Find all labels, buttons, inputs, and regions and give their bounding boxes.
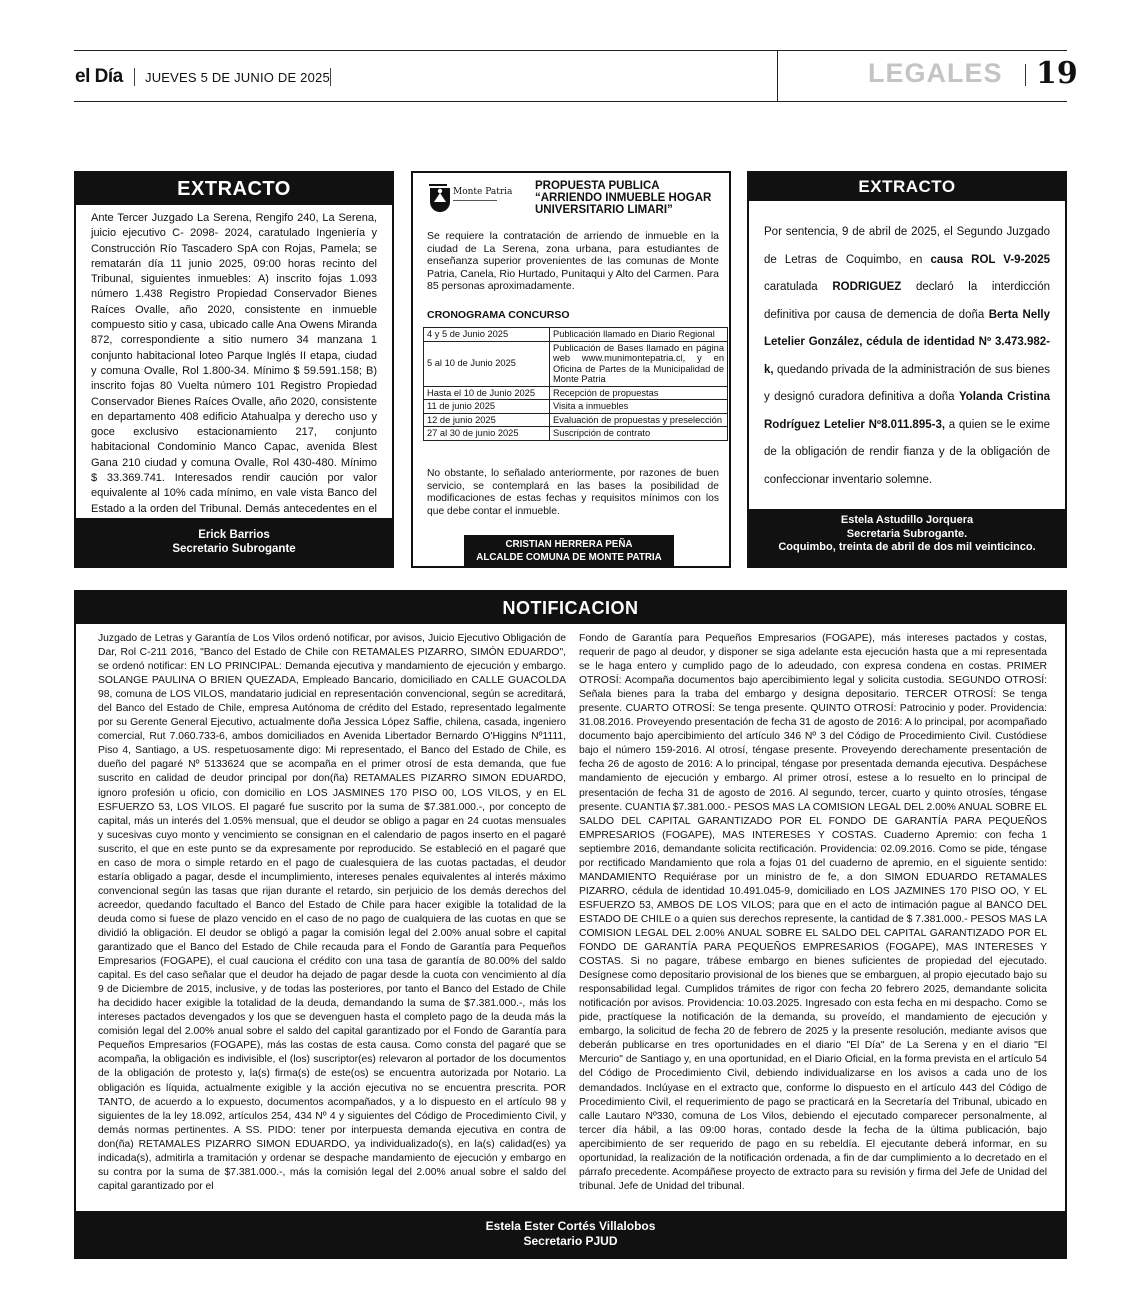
notice-heading: EXTRACTO bbox=[749, 173, 1065, 201]
body-text: caratulada bbox=[764, 281, 833, 293]
notice-heading: EXTRACTO bbox=[76, 173, 392, 205]
table-row bbox=[424, 427, 728, 441]
monte-patria-logo bbox=[427, 178, 513, 218]
schedule-date: Hasta el 10 de Junio 2025 bbox=[424, 386, 550, 400]
schedule-activity: Publicación de Bases llamado en página web www.munimontepatria.cl, y en Oficina de Partes de la Municipalidad de Monte Patria bbox=[550, 341, 728, 386]
schedule-date: 27 al 30 de junio 2025 bbox=[424, 427, 550, 441]
propuesta-note: No obstante, lo señalado anteriormente, por razones de buen servicio, se contemplará en las bases la posibilidad de modificaciones de estas fechas y requisitos mínimos con los que debe contar el inmueble. bbox=[427, 468, 719, 517]
section-title: LEGALES bbox=[868, 58, 1003, 88]
extracto-notice-right bbox=[747, 171, 1067, 568]
header-divider bbox=[777, 50, 778, 101]
notice-body: Ante Tercer Juzgado La Serena, Rengifo 240, La Serena, juicio ejecutivo C- 2098- 2024, caratulado Ingeniería y Construcción Río Tascadero SpA con Rojas, Pamela; se rematarán día 11 junio 2025, 09:00 horas recinto del Tribunal, siguientes inmuebles: A) inscrito fojas 1.093 número 1.438 Registro Propiedad Conservador Bienes Raíces Ovalle, año 2020, consistente en inmueble compuesto sitio y casa, ubicado calle Ana Owens Miranda 872, correspondiente a sitio numero 34 manzana 1 conjunto habitacional loteo Parque Inglés II etapa, ciudad y comuna Ovalle, Rol 1.800-34. Mínimo $ 59.591.158; B) inscrito fojas 80 Vuelta número 101 Registro Propiedad Conservador Bienes Raíces Ovalle, año 2020, consistente en departamento 408 edificio Atahualpa y derecho uso y goce exclusivo estacionamiento 217, conjunto habitacional Condominio Manco Capac, avenida Blest Gana 210 ciudad y comuna Ovalle, Rol 430-480. Mínimo $ 33.369.741. Interesados rendir caución por valor equivalente al 10% cada mínimo, en vale vista Banco del Estado a la orden del Tribunal. Demás antecedentes en el bbox=[91, 212, 377, 515]
signer-title: Secretario PJUD bbox=[523, 1233, 618, 1248]
table-row bbox=[424, 386, 728, 400]
body-text: quedando privada de la administración de sus bienes y designó curadora definitiva a doña bbox=[764, 363, 1050, 403]
issue-date: JUEVES 5 DE JUNIO DE 2025 bbox=[145, 70, 330, 85]
notice-signature bbox=[749, 509, 1065, 566]
propuesta-title bbox=[535, 180, 725, 216]
notice-signature bbox=[76, 1211, 1065, 1257]
signer-title: Secretario Subrogante bbox=[172, 543, 296, 555]
propuesta-title-line1: PROPUESTA PUBLICA bbox=[535, 180, 660, 192]
propuesta-intro: Se requiere la contratación de arriendo de inmueble en la ciudad de La Serena, zona urbana, para estudiantes de enseñanza superior provenientes de las comunas de Monte Patria, Canela, Rio Hurtado, Punitaqui y Alto del Carmen. Para 85 personas aproximadamente. bbox=[427, 230, 719, 292]
propuesta-publica-notice bbox=[411, 171, 731, 568]
notificacion-notice bbox=[74, 590, 1067, 1259]
cronograma-heading: CRONOGRAMA CONCURSO bbox=[427, 309, 570, 321]
schedule-activity: Publicación llamado en Diario Regional bbox=[550, 328, 728, 342]
schedule-activity: Evaluación de propuestas y preselección bbox=[550, 413, 728, 427]
newspaper-logo: el Día bbox=[75, 66, 123, 87]
cronograma-table bbox=[423, 327, 728, 441]
signer-name: Estela Ester Cortés Villalobos bbox=[485, 1219, 656, 1233]
schedule-activity: Suscripción de contrato bbox=[550, 427, 728, 441]
propuesta-title-line2: “ARRIENDO INMUEBLE HOGAR UNIVERSITARIO LIMARI” bbox=[535, 192, 712, 216]
notice-column-right: Fondo de Garantía para Pequeños Empresarios (FOGAPE), más intereses pactados y costas, requerir de pago al deudor, y disponer se siga adelante esta ejecución hasta que a mi representada se le haga entero y cumplido pago de lo adeudado, con expresa condena en costas. PRIMER OTROSÍ: Acompaña documentos bajo apercibimiento legal y solicita custodia. SEGUNDO OTROSÍ: Señala bienes para la traba del embargo y designa depositario. TERCER OTROSÍ: Se tenga presente. CUARTO OTROSÍ: Se tenga presente. QUINTO OTROSÍ: Patrocinio y poder. Providencia: 31.08.2016. Proveyendo presentación de fecha 31 de agosto de 2016: A lo principal, por acompañado documento bajo apercibimiento del artículo 346 Nº 3 del Código de Procedimiento Civil. Custódiese bajo el número 159-2016. Al otrosí, téngase presente. Proveyendo derechamente presentación de fecha 26 de agosto de 2016: A lo principal, téngase por presentada demanda ejecutiva. Despáchese mandamiento de ejecución y embargo. Al primer otrosí, estese a lo resuelto en lo principal de presentación de fecha 31 de agosto de 2016. Al segundo, tercer, cuarto y quinto otrosíes, téngase presente. CUANTIA $7.381.000.- PESOS MAS LA COMISION LEGAL DEL 2.00% ANUAL SOBRE EL SALDO DEL CAPITAL GARANTIZADO POR EL FONDO DE GARANTÍA PARA PEQUEÑOS EMPRESARIOS (FOGAPE), MAS INTERESES Y COSTAS. Cuaderno Apremio: con fecha 1 septiembre 2016, demandante solicita rectificación. Providencia: 02.09.2016. Como se pide, téngase por rectificado Mandamiento que rola a fojas 01 del cuaderno de apremio, en el siguiente sentido: MANDAMIENTO Requiérase por un ministro de fe, a don SIMON EDUARDO RETAMALES PIZARRO, cédula de identidad 10.491.045-9, domiciliado en LOS JAZMINES 170 PISO OO, Y EL ESFUERZO 53, AMBOS DE LOS VILOS; para que en el acto de intimación pague al BANCO DEL ESTADO DE CHILE o a quien sus derechos represente, la cantidad de $ 7.381.000.- PESOS MAS LA COMISION LEGAL DEL 2.00% ANUAL SOBRE EL SALDO DEL CAPITAL GARANTIZADO POR EL FONDO DE GARANTÍA PARA PEQUEÑOS EMPRESARIOS (FOGAPE), MAS INTERESES Y COSTAS. Si no pagare, trábese embargo en bienes suficientes de propiedad del ejecutado. Desígnese como depositario provisional de los bienes que se embarguen, al propio ejecutado bajo su responsabilidad legal. Cumplidos trámites de rigor con fecha 20 febrero 2025, demandante solicita notificación por avisos. Providencia: 10.03.2025. Ingresado con esta fecha en mi despacho. Como se pide, practíquese la notificación de la demanda, su proveído, el mandamiento de ejecución y embargo, la solicitud de fecha 20 de febrero de 2025 y la presente resolución, mediante avisos que deberán publicarse en tres oportunidades en el diario "El Día" de La Serena y en el diario "El Mercurio" de Santiago y, en una oportunidad, en el Diario Oficial, en la forma prevista en el artículo 54 del Código de Procedimiento Civil, debiendo individualizarse en los avisos a cada uno de los demandados. Inclúyase en el extracto que, conforme lo dispuesto en el artículo 443 del Código de Procedimiento Civil, el requerimiento de pago se practicará en la Secretaría del Tribunal, ubicado en calle Lautaro Nº330, comuna de Los Vilos, debiendo el ejecutado comparecer personalmente, al tercer día hábil, a las 09:00 horas, contado desde la fecha de la última publicación, bajo apercibimiento de ser requerido de pago en su rebeldía. El ejecutante deberá informar, en su oportunidad, la realización de la notificación ordenada, a fin de dar cumplimiento a lo decretado en el párrafo precedente. Acompáñese proyecto de extracto para su revisión y firma del Jefe de Unidad del tribunal. Jefe de Unidad del tribunal. bbox=[579, 633, 1047, 1192]
header-separator bbox=[330, 68, 331, 86]
municipality-logo-text: Monte Patria bbox=[453, 187, 513, 197]
curator-name: Yolanda Cristina Rodríguez Letelier Nº8.011.895-3, bbox=[764, 391, 1050, 431]
person-name: Berta Nelly Letelier González, cédula de identidad Nº 3.473.982-k, bbox=[764, 308, 1050, 376]
schedule-activity: Recepción de propuestas bbox=[550, 386, 728, 400]
schedule-date: 5 al 10 de Junio 2025 bbox=[424, 341, 550, 386]
logo-underline bbox=[453, 200, 497, 201]
header-top-rule bbox=[74, 50, 1067, 51]
header-bottom-rule bbox=[74, 101, 1067, 102]
notice-body bbox=[749, 201, 1065, 494]
signer-title: Secretaria Subrogante. bbox=[846, 527, 968, 540]
signer-title: ALCALDE COMUNA DE MONTE PATRIA bbox=[476, 552, 662, 563]
body-text: a quien se le exime de la obligación de rendir fianza y de la obligación de confeccionar inventario solemne. bbox=[764, 418, 1050, 486]
signer-name: Erick Barrios bbox=[198, 529, 270, 541]
signer-name: Estela Astudillo Jorquera bbox=[840, 514, 974, 526]
notice-heading: NOTIFICACION bbox=[76, 592, 1065, 624]
propuesta-signature bbox=[464, 535, 674, 567]
table-row bbox=[424, 413, 728, 427]
notice-signature bbox=[76, 518, 392, 566]
schedule-date: 11 de junio 2025 bbox=[424, 400, 550, 414]
table-row bbox=[424, 400, 728, 414]
notice-column-left: Juzgado de Letras y Garantía de Los Vilos ordenó notificar, por avisos, Juicio Ejecutivo Obligación de Dar, Rol C-211 2016, "Banco del Estado de Chile con RETAMALES PIZARRO, SIMÓN EDUARDO", se ordenó notificar: EN LO PRINCIPAL: Demanda ejecutiva y mandamiento de ejecución y embargo. SOLANGE PAULINA O BRIEN QUEZADA, Empleado Bancario, domiciliado en CALLE GUACOLDA 98, comuna de LOS VILOS, mandatario judicial en representación convencional, según se acreditará, del Banco del Estado de Chile, empresa Autónoma de crédito del Estado, representado legalmente por su Gerente General Ejecutivo, actualmente doña Jessica López Saffie, chilena, casada, ingeniero comercial, Rut 7.060.733-6, ambos domiciliados en Avenida Libertador Bernardo O'Higgins Nº1111, Piso 4, Santiago, a US. respetuosamente digo: Mi representado, el Banco del Estado de Chile, es dueño del pagaré Nº 5133624 que se acompaña en el primer otrosí de esta demanda, que fue suscrito en calidad de deudor principal por don(ña) RETAMALES PIZARRO SIMON EDUARDO, ignoro profesión u oficio, con domicilio en LOS JASMINES 170 PISO 00, LOS VILOS, y en EL ESFUERZO 53, LOS VILOS. El pagaré fue suscrito por la suma de $7.381.000.-, por concepto de capital, más un interés del 1.05% mensual, que el deudor se obligo a pagar en 24 cuotas mensuales y sucesivas cuyo monto y vencimiento se consignan en el calendario de pagos inserto en el pagaré suscrito, el que en este punto se da expresamente por reproducido. Se estableció en el pagaré que en caso de mora o simple retardo en el pago de cualesquiera de las cuotas pactadas, el deudor estaría obligado a pagar, desde el incumplimiento, intereses penales equivalentes al interés máximo convencional según las tasas que rijan durante el retardo, sin perjuicio de los demás derechos del acreedor, quedando facultado el Banco del Estado de Chile para hacer exigible la totalidad de la deuda como si fuese de plazo vencido en el caso de no pago de cualquiera de las cuotas en que se dividió la obligación. El deudor se obligó a pagar la comisión legal del 2.00% anual sobre el capital garantizado que el Banco del Estado de Chile recauda para el Fondo de Garantía para Pequeños Empresarios (FOGAPE), el cual cauciona el crédito con una tasa de garantía de 80.00% del saldo capital. Es del caso señalar que el deudor ha dejado de pagar desde la cuota con vencimiento al día 9 de Diciembre de 2015, inclusive, y de todas las posteriores, por tanto el Banco del Estado de Chile ha decidido hacer exigible la totalidad de la deuda, demandando la suma de $7.381.000.-, más los intereses pactados devengados y los que se devenguen hasta el completo pago de la deuda más la comisión legal del 2.00% anual sobre el saldo del capital garantizado por el Fondo de Garantía para Pequeños Empresarios (FOGAPE), más las costas de esta causa. Como consta del pagaré que se acompaña, la obligación es indivisible, el (los) suscriptor(es) relevaron al portador de los documentos de la obligación de protesto y, la(s) firma(s) de este(os) se encuentra autorizada por Notario. La obligación es líquida, actualmente exigible y la acción ejecutiva no se encuentra prescrita. POR TANTO, de acuerdo a lo expuesto, documentos acompañados, y a lo dispuesto en el artículo 98 y siguientes de la ley 18.092, artículos 254, 434 Nº 4 y siguientes del Código de Procedimiento Civil, y demás normas pertinentes. A SS. PIDO: tener por interpuesta demanda ejecutiva en contra de don(ña) RETAMALES PIZARRO SIMON EDUARDO, ya individualizado(s), en la(s) calidad(es) ya indicada(s), admitirla a tramitación y ordenar se despache mandamiento de ejecución y embargo en su contra por la suma de $7.381.000.-, más la comisión legal del 2.00% anual sobre el saldo del capital garantizado por el bbox=[98, 633, 566, 1192]
header-separator bbox=[134, 68, 135, 86]
schedule-activity: Visita a inmuebles bbox=[550, 400, 728, 414]
signer-place-date: Coquimbo, treinta de abril de dos mil veinticinco. bbox=[778, 541, 1036, 553]
extracto-notice-left bbox=[74, 171, 394, 568]
case-number: causa ROL V-9-2025 bbox=[930, 253, 1050, 266]
header-separator bbox=[1025, 64, 1026, 86]
body-text: declaró la interdicción definitiva por causa de demencia de doña bbox=[764, 281, 1051, 321]
case-caption: RODRIGUEZ bbox=[832, 281, 902, 293]
signer-name: CRISTIAN HERRERA PEÑA bbox=[505, 539, 633, 550]
body-text: Por sentencia, 9 de abril de 2025, el Segundo Juzgado de Letras de Coquimbo, en bbox=[764, 226, 1050, 266]
table-row bbox=[424, 328, 728, 342]
table-row bbox=[424, 341, 728, 386]
page-number: 19 bbox=[1036, 56, 1078, 91]
schedule-date: 4 y 5 de Junio 2025 bbox=[424, 328, 550, 342]
schedule-date: 12 de junio 2025 bbox=[424, 413, 550, 427]
